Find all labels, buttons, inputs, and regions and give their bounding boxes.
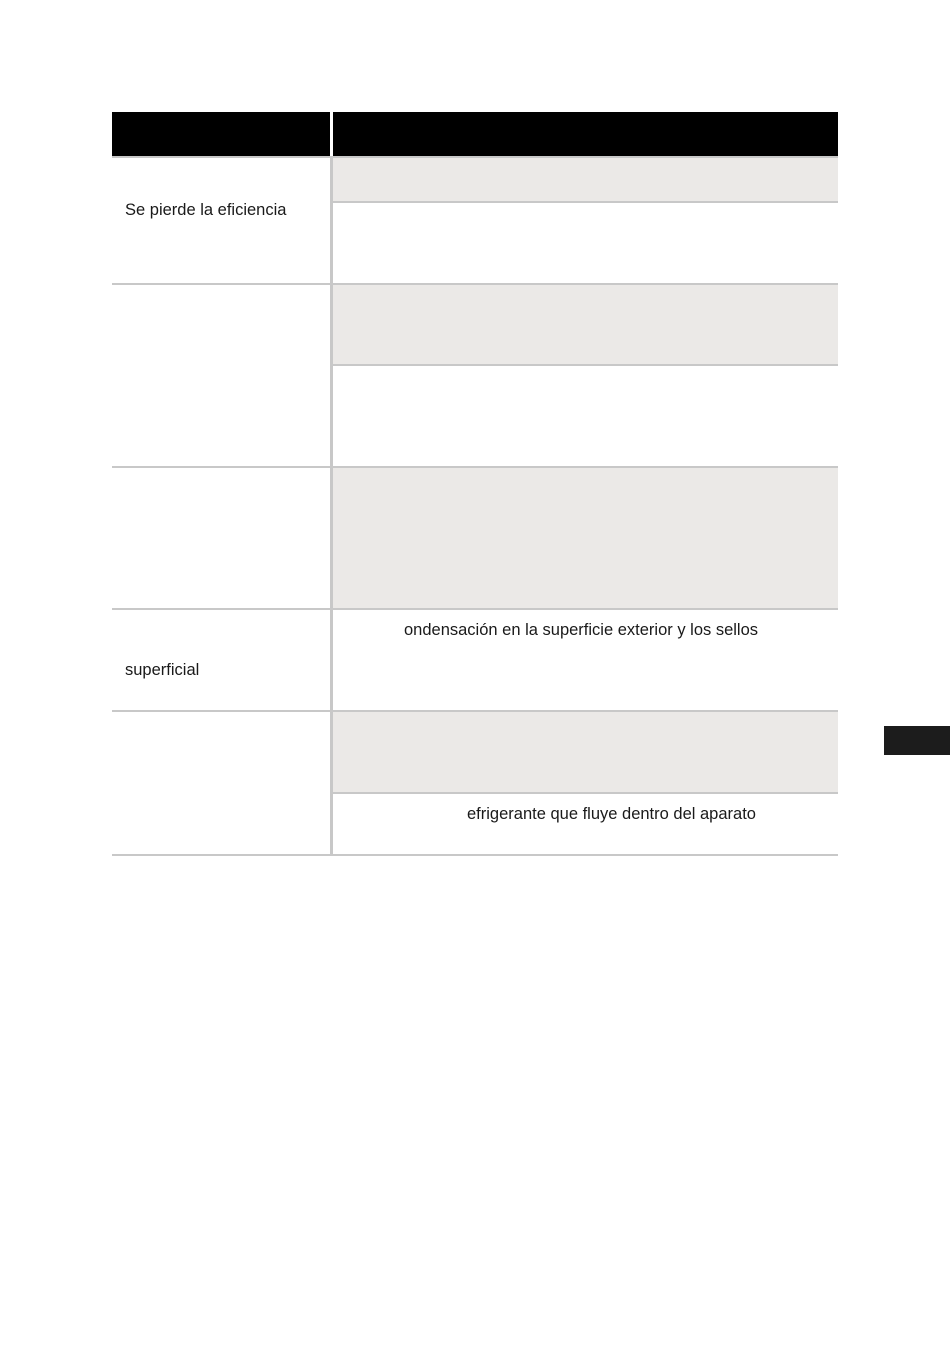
solution-cell: ondensación en la superficie exterior y los sellos xyxy=(404,621,759,639)
subrow-divider xyxy=(333,792,838,794)
problem-cell: Se pierde la eficiencia xyxy=(125,201,287,219)
table-header-problem xyxy=(112,112,330,156)
subrow-divider xyxy=(333,201,838,203)
row-divider xyxy=(112,156,838,158)
table-header-solution xyxy=(333,112,838,156)
shaded-cell xyxy=(333,712,838,792)
solution-cell: efrigerante que fluye dentro del aparato xyxy=(467,805,756,823)
row-divider xyxy=(112,466,838,468)
shaded-cell xyxy=(333,158,838,202)
row-divider xyxy=(112,283,838,285)
troubleshooting-table xyxy=(112,112,838,856)
row-divider xyxy=(112,608,838,610)
subrow-divider xyxy=(333,364,838,366)
section-tab-marker xyxy=(884,726,950,755)
shaded-cell xyxy=(333,468,838,608)
shaded-cell xyxy=(333,285,838,364)
row-divider xyxy=(112,854,838,856)
column-divider xyxy=(330,156,333,856)
row-divider xyxy=(112,710,838,712)
problem-cell: superficial xyxy=(125,661,200,679)
